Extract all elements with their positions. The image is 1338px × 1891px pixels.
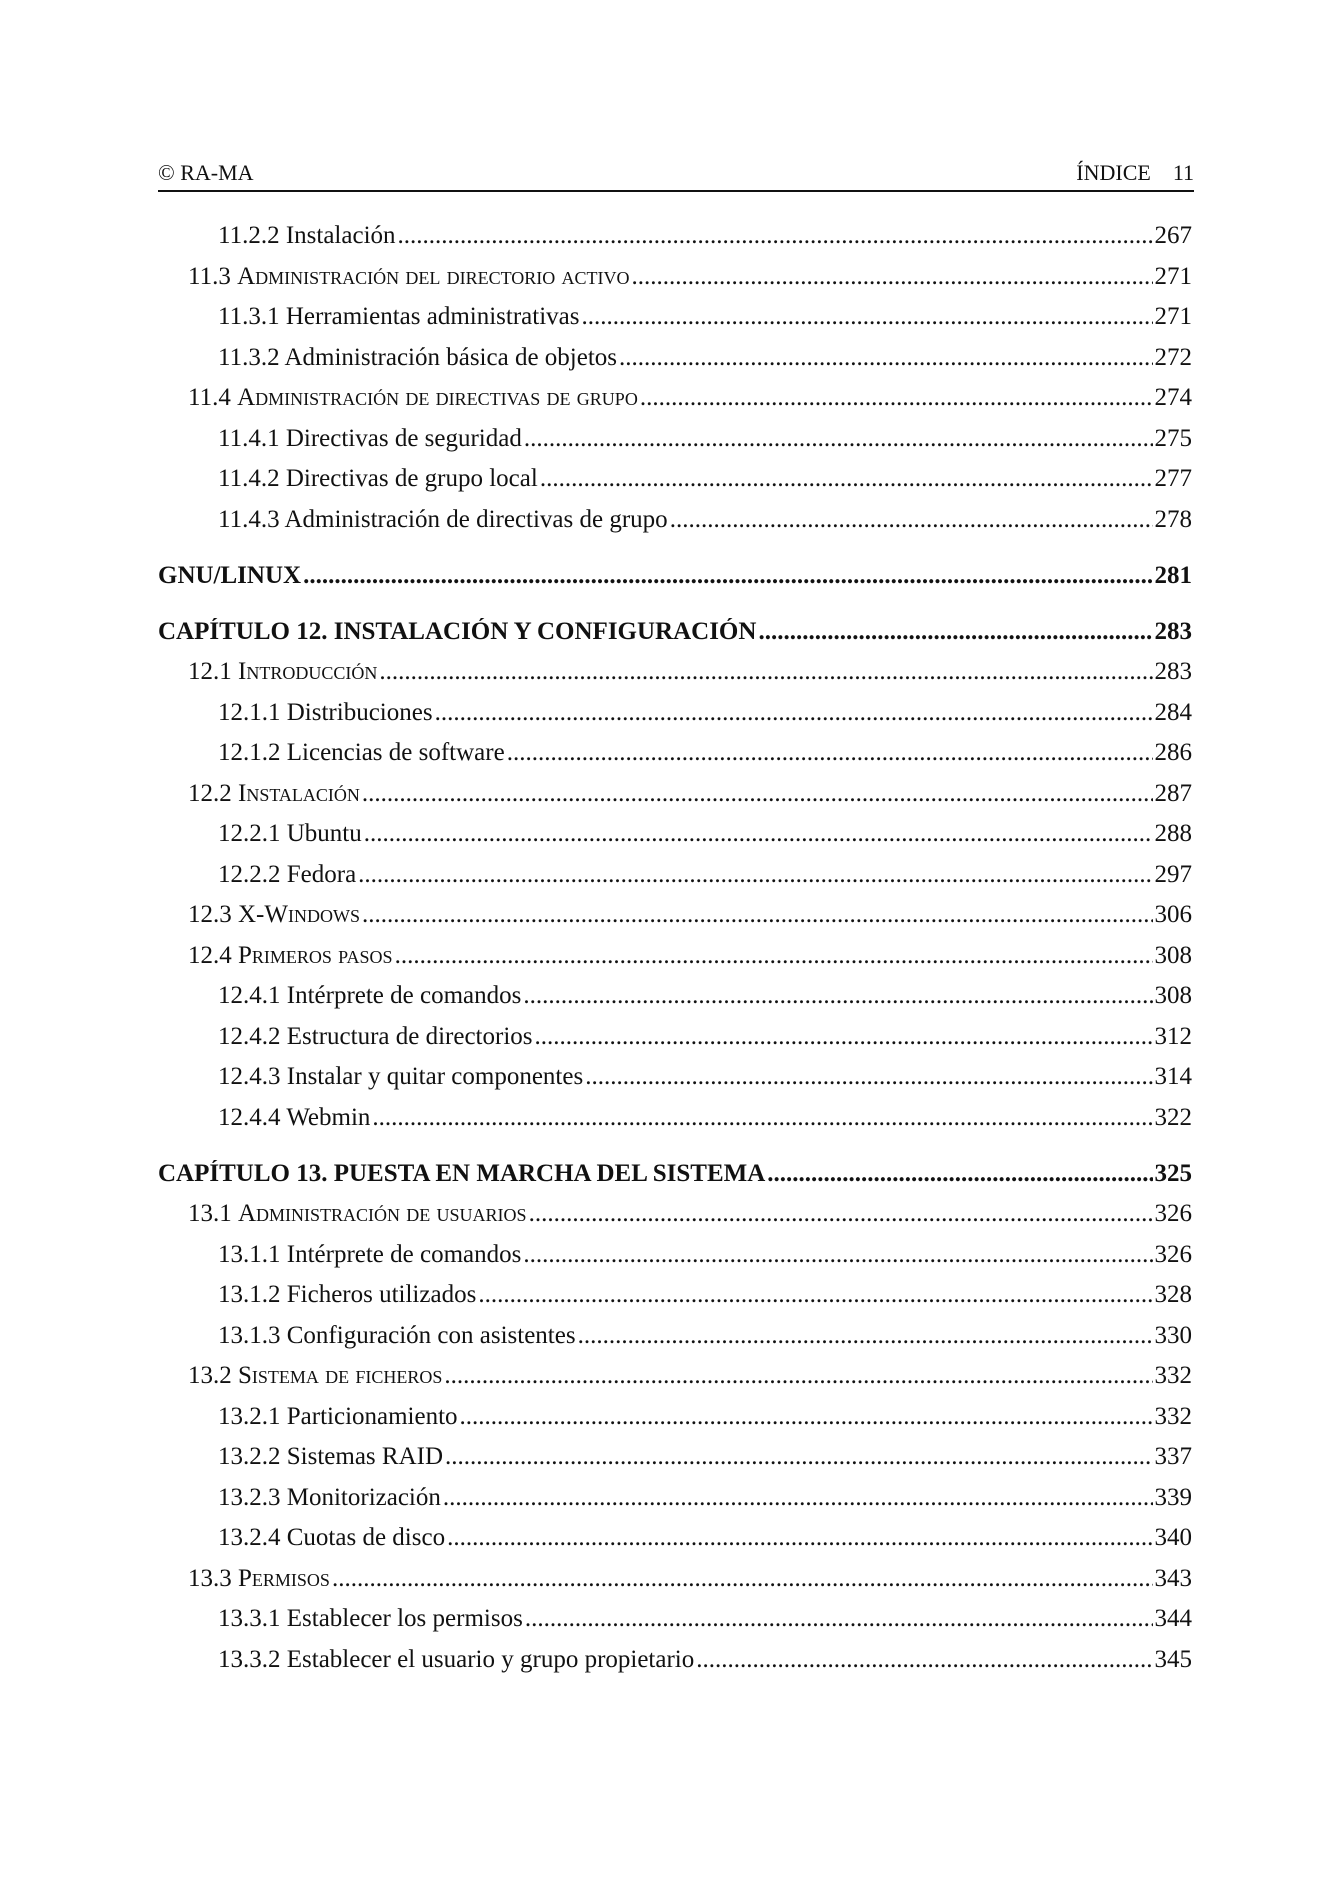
toc-entry-label [218,506,668,534]
toc-entry-number: 12.1 [188,658,232,685]
toc-entry-label [218,222,396,250]
dot-leader [443,1484,1153,1512]
toc-entry-title: Monitorización [286,1483,441,1511]
table-of-contents [158,222,1192,1686]
toc-entry-number: 12.4.4 [218,1103,281,1131]
toc-entry-label [218,1443,443,1471]
toc-entry-label [218,1605,523,1633]
toc-entry-title: Establecer el usuario y grupo propietario [286,1645,695,1673]
toc-page-number: 283 [1154,658,1192,685]
dot-leader [640,384,1153,412]
toc-page-number: 337 [1154,1443,1192,1470]
toc-entry-title: Sistema de ficheros [238,1362,443,1389]
toc-entry-number: 12.1.1 [218,698,281,726]
toc-page-number: 345 [1154,1645,1192,1673]
toc-entry-label [188,658,377,686]
toc-page-number: 286 [1154,739,1192,766]
toc-entry-label [218,1023,533,1051]
dot-leader [619,344,1152,372]
toc-entry[interactable] [158,1403,1192,1444]
toc-entry-label [188,1362,442,1390]
toc-page-number: 330 [1154,1321,1192,1349]
toc-entry-number: 12.1.2 [218,739,281,766]
toc-entry[interactable] [158,820,1192,861]
toc-entry[interactable] [158,861,1192,902]
toc-entry-title: Establecer los permisos [286,1605,523,1632]
toc-entry-label [218,699,433,727]
toc-entry-label [218,303,579,331]
dot-leader [372,1104,1152,1132]
toc-page-number: 281 [1154,562,1192,589]
toc-entry-number: 11.3.2 [218,343,280,371]
toc-entry-title: X-Windows [238,901,360,928]
toc-entry[interactable] [158,344,1192,385]
toc-entry-number: 13.1 [188,1200,232,1227]
toc-page-number: 272 [1154,343,1192,371]
toc-entry[interactable] [158,942,1192,983]
toc-page-number: 288 [1154,820,1192,847]
toc-entry-number: 11.4.3 [218,505,280,533]
toc-entry-label [218,739,505,767]
toc-entry-title: Fedora [286,860,357,888]
dot-leader [670,506,1153,534]
toc-entry[interactable] [158,384,1192,425]
toc-entry[interactable] [158,1281,1192,1322]
toc-entry-number: CAPÍTULO 13. [158,1160,328,1187]
toc-entry-label [218,425,522,453]
toc-entry-number: 12.4.2 [218,1022,281,1050]
toc-entry-title: Directivas de seguridad [285,424,522,452]
toc-entry-title: Estructura de directorios [286,1022,533,1050]
dot-leader [525,1605,1153,1633]
header-page-number: 11 [1172,160,1194,185]
toc-entry[interactable] [158,658,1192,699]
toc-entry-number: 13.1.3 [218,1321,281,1349]
toc-entry[interactable] [158,1565,1192,1606]
toc-entry-number: 11.2.2 [218,222,280,249]
toc-entry-label [218,1646,694,1674]
dot-leader [362,780,1153,808]
toc-entry-number: 13.2.1 [218,1402,281,1430]
toc-page-number: 306 [1154,901,1192,928]
toc-entry-label [158,1160,765,1188]
dot-leader [758,618,1152,646]
toc-page-number: 277 [1154,465,1192,492]
toc-entry-number: 13.1.1 [218,1240,281,1268]
toc-entry-title: Intérprete de comandos [286,982,522,1009]
dot-leader [535,1023,1153,1051]
toc-entry[interactable] [158,222,1192,263]
dot-leader [379,658,1152,686]
toc-page-number: 332 [1154,1362,1192,1389]
toc-page-number: 339 [1154,1483,1192,1511]
toc-entry-label [188,1200,527,1228]
toc-entry-title: Instalar y quitar componentes [286,1063,584,1090]
toc-entry-label [188,263,630,291]
toc-entry-label [218,1403,458,1431]
dot-leader [332,1565,1153,1593]
toc-page-number: 284 [1154,698,1192,726]
toc-entry-title: Ubuntu [286,820,362,847]
toc-part-entry[interactable] [158,562,1192,602]
toc-entry[interactable] [158,1524,1192,1565]
toc-page-number: 271 [1154,303,1192,330]
toc-entry-title: Cuotas de disco [286,1524,446,1551]
dot-leader [524,425,1153,453]
toc-page-number: 274 [1154,384,1192,411]
dot-leader [445,1443,1153,1471]
toc-entry-number: 11.4 [188,384,231,411]
toc-entry[interactable] [158,1605,1192,1646]
toc-entry-label [188,1565,330,1593]
toc-entry-title: Herramientas administrativas [285,303,580,330]
toc-entry-number: 11.3.1 [218,303,280,330]
toc-page-number: 326 [1154,1200,1192,1227]
toc-entry-number: 13.2 [188,1362,232,1389]
toc-entry-label [218,1524,445,1552]
toc-entry-label [188,942,393,970]
toc-entry[interactable] [158,1362,1192,1403]
toc-entry[interactable] [158,1484,1192,1525]
toc-entry-number: 13.2.3 [218,1483,281,1511]
dot-leader [447,1524,1152,1552]
toc-entry-number: 11.3 [188,262,231,290]
toc-entry-title: Introducción [238,658,378,685]
toc-entry-number: 12.4.1 [218,982,281,1009]
toc-entry-label [218,1281,476,1309]
dot-leader [395,942,1153,970]
dot-leader [460,1403,1153,1431]
toc-entry-label [218,344,617,372]
toc-entry-label [218,1104,370,1132]
toc-entry[interactable] [158,780,1192,821]
toc-entry-number: 13.2.4 [218,1524,281,1551]
dot-leader [398,222,1153,250]
toc-entry[interactable] [158,1322,1192,1363]
dot-leader [581,303,1152,331]
dot-leader [585,1063,1152,1091]
toc-page-number: 328 [1154,1281,1192,1308]
toc-entry[interactable] [158,1646,1192,1687]
toc-entry-number: 11.4.2 [218,465,280,492]
toc-page-number: 325 [1154,1160,1192,1187]
toc-entry-number: 12.3 [188,901,232,928]
toc-entry-title: Directivas de grupo local [285,465,538,492]
toc-page-number: 312 [1154,1022,1192,1050]
toc-entry[interactable] [158,1104,1192,1145]
toc-entry-title: Primeros pasos [238,941,393,969]
dot-leader [632,263,1153,291]
toc-entry[interactable] [158,303,1192,344]
toc-entry[interactable] [158,1443,1192,1484]
dot-leader [523,1241,1152,1269]
toc-entry-label [188,901,360,929]
toc-entry[interactable] [158,739,1192,780]
toc-entry-number: 12.2 [188,779,232,807]
toc-entry-label [188,780,360,808]
toc-entry-number: 12.2.2 [218,860,281,888]
header-section-title: ÍNDICE [1076,160,1151,185]
toc-entry-title: Instalación [238,779,360,807]
toc-chapter-entry[interactable] [158,618,1192,658]
toc-entry-title: Administración básica de objetos [284,343,618,371]
toc-entry-number: 12.4 [188,941,232,969]
toc-entry-number: 12.4.3 [218,1063,281,1090]
toc-page-number: 271 [1154,262,1192,290]
toc-entry[interactable] [158,1200,1192,1241]
toc-page-number: 322 [1154,1103,1192,1131]
toc-entry-title: Ficheros utilizados [286,1281,477,1308]
toc-entry-label [158,562,301,590]
toc-entry-title: Administración de usuarios [238,1200,527,1227]
dot-leader [507,739,1153,767]
toc-page-number: 287 [1154,779,1192,807]
toc-entry[interactable] [158,506,1192,547]
toc-page-number: 343 [1154,1564,1192,1592]
toc-entry[interactable] [158,982,1192,1023]
toc-entry[interactable] [158,1023,1192,1064]
toc-entry-label [218,1063,583,1091]
toc-entry[interactable] [158,901,1192,942]
toc-entry-title: Instalación [285,222,396,249]
dot-leader [364,820,1153,848]
dot-leader [362,901,1153,929]
toc-page-number: 340 [1154,1524,1192,1551]
toc-page-number: 332 [1154,1402,1192,1430]
toc-entry[interactable] [158,465,1192,506]
toc-entry-title: PUESTA EN MARCHA DEL SISTEMA [333,1160,766,1187]
header-copyright: © RA-MA [158,160,254,185]
toc-entry-title: Administración de directivas de grupo [237,384,638,411]
toc-entry-label [218,1241,521,1269]
dot-leader [767,1160,1152,1188]
toc-page-number: 275 [1154,424,1192,452]
dot-leader [578,1322,1153,1350]
toc-entry-label [158,618,756,646]
toc-entry[interactable] [158,699,1192,740]
toc-entry-label [188,384,638,412]
dot-leader [529,1200,1153,1228]
toc-entry-title: Administración del directorio activo [237,262,630,290]
toc-entry-title: Configuración con asistentes [286,1321,576,1349]
toc-page-number: 308 [1154,941,1192,969]
toc-entry[interactable] [158,1241,1192,1282]
toc-entry-number: 13.3 [188,1564,232,1592]
toc-entry-title: Licencias de software [286,739,505,766]
dot-leader [435,699,1153,727]
toc-entry-title: GNU/LINUX [158,562,302,589]
toc-page-number: 297 [1154,860,1192,888]
toc-entry-label [218,820,362,848]
toc-entry-number: 13.3.1 [218,1605,281,1632]
toc-page-number: 278 [1154,505,1192,533]
toc-entry-number: 13.3.2 [218,1645,281,1673]
toc-entry-label [218,1484,441,1512]
toc-page-number: 326 [1154,1240,1192,1268]
toc-entry-label [218,861,356,889]
toc-entry-number: CAPÍTULO 12. [158,618,328,645]
toc-entry-number: 12.2.1 [218,820,281,847]
toc-entry-title: INSTALACIÓN Y CONFIGURACIÓN [333,618,757,645]
toc-entry-number: 13.1.2 [218,1281,281,1308]
dot-leader [303,562,1152,590]
toc-entry-title: Sistemas RAID [286,1443,443,1470]
dot-leader [358,861,1152,889]
toc-entry[interactable] [158,1063,1192,1104]
header-right [1076,160,1194,186]
toc-page-number: 308 [1154,982,1192,1009]
toc-page-number: 267 [1154,222,1192,249]
dot-leader [478,1281,1152,1309]
dot-leader [696,1646,1152,1674]
toc-entry[interactable] [158,263,1192,304]
toc-entry-number: 13.2.2 [218,1443,281,1470]
toc-page-number: 314 [1154,1063,1192,1090]
toc-entry-label [218,982,521,1010]
toc-entry-label [218,465,538,493]
dot-leader [540,465,1153,493]
dot-leader [523,982,1152,1010]
dot-leader [444,1362,1152,1390]
toc-entry-title: Permisos [238,1564,330,1592]
toc-entry-label [218,1322,576,1350]
toc-entry-title: Particionamiento [286,1402,458,1430]
toc-page-number: 344 [1154,1605,1192,1632]
toc-entry-number: 11.4.1 [218,424,280,452]
toc-entry-title: Webmin [286,1103,371,1131]
toc-chapter-entry[interactable] [158,1160,1192,1200]
toc-page-number: 283 [1154,618,1192,645]
toc-entry-title: Distribuciones [286,698,433,726]
toc-entry-title: Intérprete de comandos [286,1240,522,1268]
running-header [158,160,1194,192]
toc-entry[interactable] [158,425,1192,466]
toc-entry-title: Administración de directivas de grupo [284,505,668,533]
